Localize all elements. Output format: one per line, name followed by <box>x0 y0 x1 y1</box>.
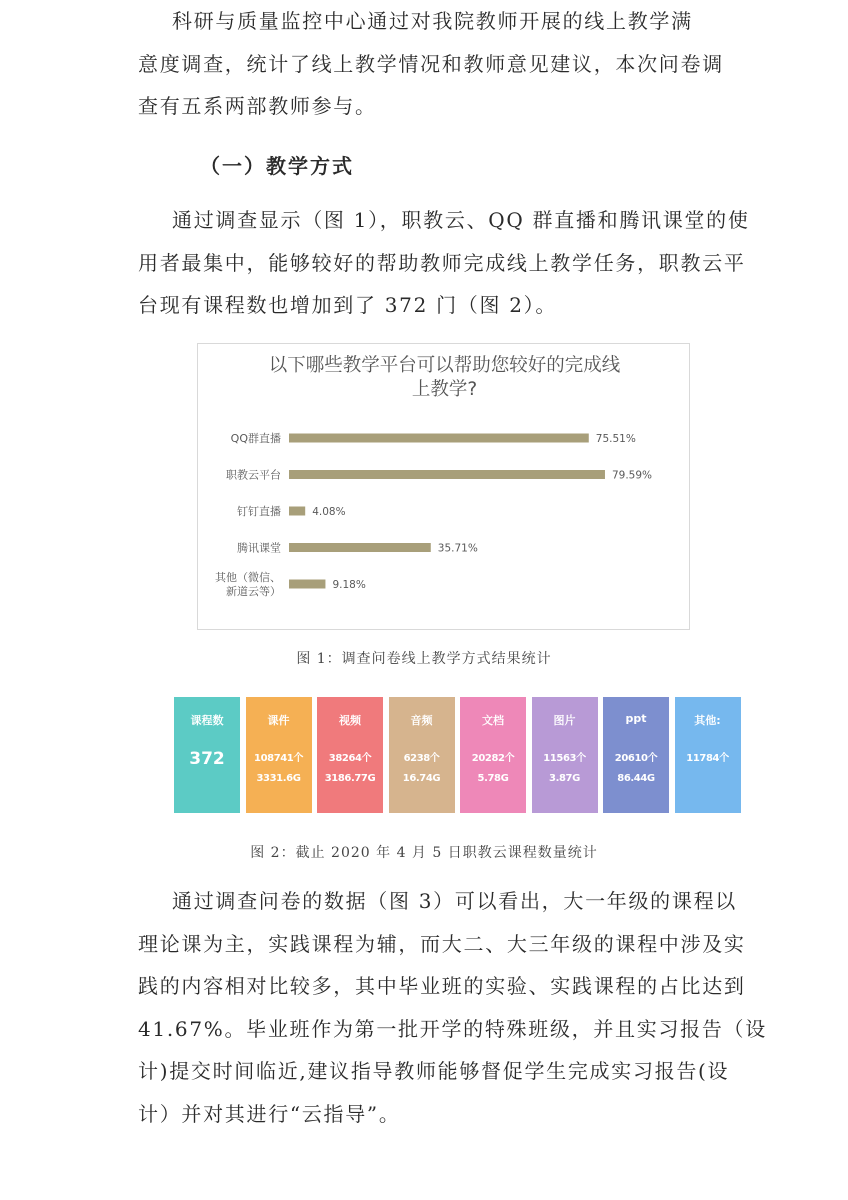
paragraph-line: 用者最集中，能够较好的帮助教师完成线上教学任务，职教云平 <box>138 250 746 275</box>
course-analysis-paragraph <box>138 880 767 1135</box>
stat-tile-count: 20282个 <box>471 753 515 764</box>
stat-tile <box>389 697 455 813</box>
paragraph-line: 台现有课程数也增加到了 372 门（图 2）。 <box>138 293 558 317</box>
intro-line: 查有五系两部教师参与。 <box>138 94 377 118</box>
stat-tile-label: 音频 <box>410 714 433 727</box>
stat-tile-count: 11563个 <box>543 753 586 764</box>
paragraph-line: 计)提交时间临近,建议指导教师能够督促学生完成实习报告(设 <box>138 1059 730 1083</box>
paragraph-line: 计）并对其进行“云指导”。 <box>138 1101 401 1126</box>
paragraph-line: 通过调查问卷的数据（图 3）可以看出，大一年级的课程以 <box>172 889 737 913</box>
paragraph-line: 通过调查显示（图 1），职教云、QQ 群直播和腾讯课堂的使 <box>172 208 750 232</box>
stat-tile-count: 108741个 <box>254 753 303 764</box>
stat-tile-size: 5.78G <box>477 773 509 784</box>
stat-tile-size: 3186.77G <box>324 773 376 784</box>
stat-tile <box>246 697 312 813</box>
intro-line: 意度调查，统计了线上教学情况和教师意见建议，本次问卷调 <box>138 51 724 76</box>
stat-tile-size: 16.74G <box>402 773 441 784</box>
value-label: 75.51% <box>595 433 636 445</box>
stat-tile-label: 其他: <box>694 714 721 727</box>
stat-tile <box>675 697 741 813</box>
bar <box>289 580 325 589</box>
bar <box>289 470 605 479</box>
category-label: 腾讯课堂 <box>237 541 281 555</box>
stat-tile-label: ppt <box>625 712 647 725</box>
stat-tile-count: 38264个 <box>328 753 372 764</box>
bar <box>289 543 431 552</box>
stat-tile-size: 3.87G <box>549 773 580 784</box>
stat-tile-label: 课件 <box>267 714 290 727</box>
category-label: QQ群直播 <box>230 432 281 445</box>
stat-tile-label: 文档 <box>482 714 504 727</box>
bar <box>289 507 305 516</box>
bar <box>289 434 589 443</box>
intro-line: 科研与质量监控中心通过对我院教师开展的线上教学满 <box>172 9 693 33</box>
stat-tile-label: 课程数 <box>190 714 224 727</box>
stat-tile-count: 20610个 <box>614 753 658 764</box>
value-label: 79.59% <box>611 469 653 482</box>
stat-tile <box>317 697 383 813</box>
category-label: 其他（微信、 <box>215 571 281 584</box>
category-label: 职教云平台 <box>226 468 281 482</box>
intro-paragraph <box>138 0 724 128</box>
chart-title-line: 以下哪些教学平台可以帮助您较好的完成线 <box>268 355 621 376</box>
stat-tile <box>174 697 240 813</box>
platform-paragraph <box>138 199 750 327</box>
value-label: 4.08% <box>312 506 346 518</box>
stat-tile-value: 372 <box>189 749 225 769</box>
platform-bar-chart <box>197 343 690 630</box>
paragraph-line: 41.67%。毕业班作为第一批开学的特殊班级，并且实习报告（设 <box>138 1016 767 1041</box>
chart-plot-area <box>198 344 691 631</box>
figure2-caption: 图 2：截止 2020 年 4 月 5 日职教云课程数量统计 <box>250 845 598 861</box>
stat-tile <box>460 697 526 813</box>
stat-tile <box>532 697 598 813</box>
category-label: 新道云等） <box>226 585 281 598</box>
stat-tile-label: 图片 <box>553 714 576 727</box>
stat-tile-count: 11784个 <box>686 753 729 764</box>
figure1-caption: 图 1：调查问卷线上教学方式结果统计 <box>296 651 552 667</box>
stat-tile-size: 86.44G <box>617 773 655 784</box>
stat-tile-count: 6238个 <box>403 753 440 764</box>
stat-tile-size: 3331.6G <box>256 773 301 784</box>
paragraph-line: 理论课为主，实践课程为辅，而大二、大三年级的课程中涉及实 <box>138 931 746 956</box>
stat-tile <box>603 697 669 813</box>
section-heading: （一）教学方式 <box>200 154 354 178</box>
chart-title-line: 上教学? <box>411 379 478 400</box>
value-label: 9.18% <box>332 579 366 591</box>
paragraph-line: 践的内容相对比较多，其中毕业班的实验、实践课程的占比达到 <box>138 974 746 998</box>
category-label: 钉钉直播 <box>237 505 281 518</box>
value-label: 35.71% <box>437 542 478 555</box>
stat-tile-label: 视频 <box>339 714 361 727</box>
